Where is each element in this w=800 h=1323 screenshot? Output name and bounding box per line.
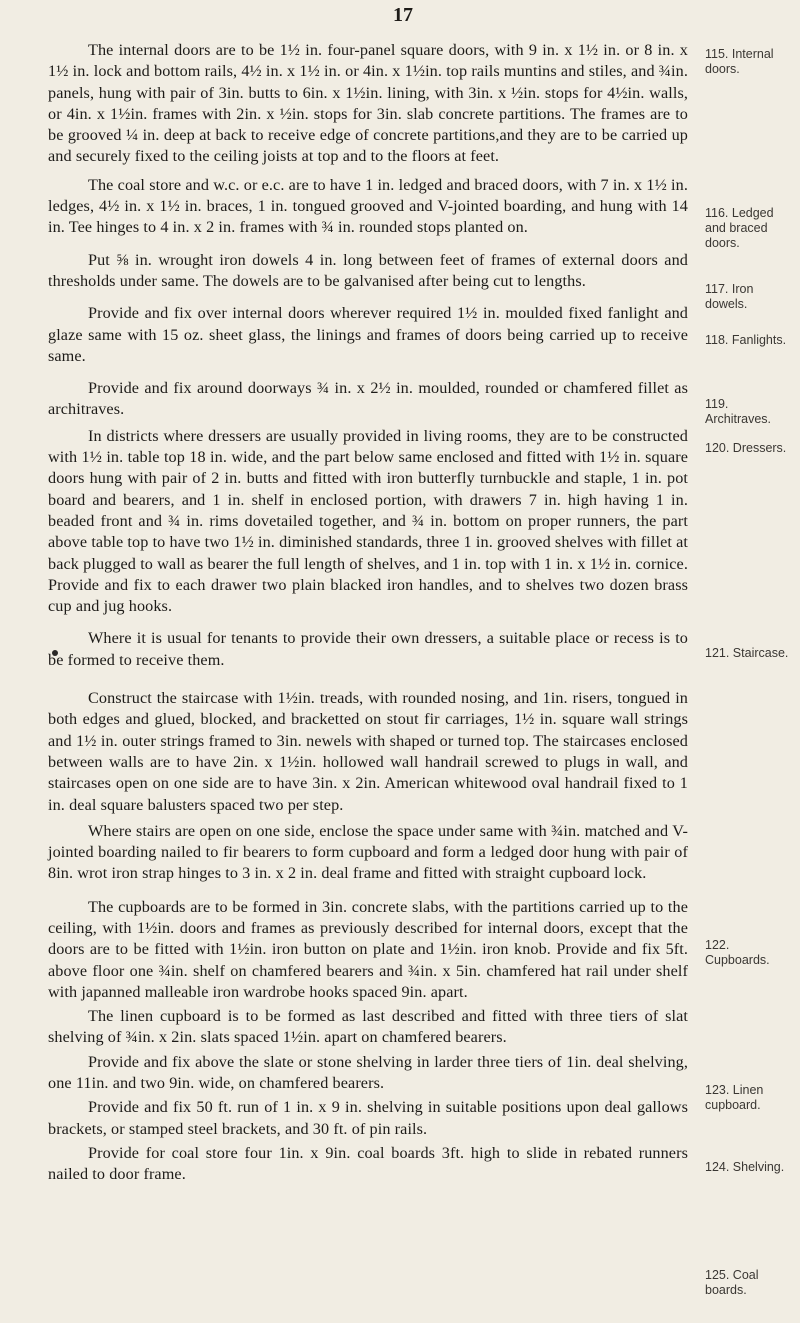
margin-note-shelving: 124. Shelving. — [705, 1160, 785, 1174]
margin-note-architraves: 119. Architraves. — [705, 397, 771, 426]
paragraph-dressers: In districts where dressers are usually provided in living rooms, they are to be constructed with 1½ in. table top 18 in. wide, and the part below same enclosed and fitted with 1½ in. square doors hung with pair of 2 in. butts and fitted with iron butterfly turnbuckle and staple, 1 in. pot board and bearers, and 1 in. shelf in enclosed portion, with drawers 7 in. high having 1 in. beaded front and ¾ in. rims dovetailed together, and ¾ in. bottom on proper runners, the part above table top to have two 1½ in. diminished standards, three 1 in. grooved shelves with fillet at back plugged to wall as bearer the full length of shelves, and 1 in. top with 1 in. x 1½ in. cornice. Provide and fix to each drawer two plain blacked iron handles, and to shelves two dozen brass cup and jug hooks. — [48, 426, 688, 616]
paragraph-fanlights: Provide and fix over internal doors wherever required 1½ in. moulded fixed fanlight and glaze same with 15 oz. sheet glass, the linings and frames of doors being carried up to receive same. — [48, 304, 688, 365]
margin-note-cupboards: 122. Cupboards. — [705, 938, 770, 967]
paragraph-cupboards: The cupboards are to be formed in 3in. concrete slabs, with the partitions carried up to the ceiling, with 1½in. doors and frames as previously described for internal doors, except that the doors are to be fitted with 1½in. iron button on plate and 1½in. iron knob. Provide and fix 5ft. above floor one ¾in. shelf on chamfered bearers and ¾in. x 5in. chamfered hat rail under shelf with japanned malleable iron wardrobe hooks spaced 9in. apart. — [48, 897, 688, 1001]
paragraph-larder-shelving: Provide and fix above the slate or stone shelving in larder three tiers of 1in. deal shelving, one 11in. and two 9in. wide, on chamfered bearers. — [48, 1052, 688, 1093]
paragraph-internal-doors: The internal doors are to be 1½ in. four-panel square doors, with 9 in. x 1½ in. or 8 in. x 1½ in. lock and bottom rails, 4½ in. x 1½ in. or 4in. x 1½in. top rails muntins and stiles, and ¾in. panels, hung with pair of 3in. butts to 6in. x 1½in. lining, with 3in. x ½in. stops for 4½in. walls, or 4in. x 1½in. frames with 2in. x ½in. stops for 3in. slab concrete partitions. The frames are to be grooved ¼ in. deep at back to receive edge of concrete partitions,and they are to be carried up and securely fixed to the ceiling joists at top and to the floors at feet. — [48, 41, 688, 166]
paragraph-under-stairs: Where stairs are open on one side, enclose the space under same with ¾in. matched and V-jointed boarding nailed to fir bearers to form cupboard and form a ledged door hung with pair of 8in. wrot iron strap hinges to 3 in. x 2 in. deal frame and fitted with straight cupboard lock. — [48, 821, 688, 883]
paragraph-shelving: Provide and fix 50 ft. run of 1 in. x 9 in. shelving in suitable positions upon deal gallows brackets, or stamped steel brackets, and 30 ft. of pin rails. — [48, 1098, 688, 1138]
paragraph-ledged-doors: The coal store and w.c. or e.c. are to have 1 in. ledged and braced doors, with 7 in. x 1½ in. ledges, 4½ in. x 1½ in. braces, 1 in. tongued grooved and V-jointed boarding, and hung with 14 in. Tee hinges to 4 in. x 2 in. frames with ¾ in. rounded stops planted on. — [48, 175, 688, 237]
page-number: 17 — [393, 4, 413, 26]
margin-note-iron-dowels: 117. Iron dowels. — [705, 282, 754, 311]
paragraph-coal-boards: Provide for coal store four 1in. x 9in. coal boards 3ft. high to slide in rebated runners nailed to door frame. — [48, 1143, 688, 1184]
paragraph-linen-cupboard: The linen cupboard is to be formed as last described and fitted with three tiers of slat shelving of ¾in. x 2in. slats spaced 1½in. apart on chamfered bearers. — [48, 1007, 688, 1047]
margin-note-linen-cupboard: 123. Linen cupboard. — [705, 1083, 764, 1112]
paragraph-staircase: Construct the staircase with 1½in. treads, with rounded nosing, and 1in. risers, tongued in both edges and glued, blocked, and bracketted on stout fir carriages, 1½ in. square wall strings and 1½ in. outer strings framed to 3in. newels with shaped or turned top. The staircases enclosed between walls are to have 2in. x 1½in. hollowed wall handrail screwed to plugs in wall, and staircases open on one side are to have 3in. x 2in. American whitewood oval handrail fixed to 1 in. deal square balusters spaced two per step. — [48, 689, 688, 814]
paragraph-architraves: Provide and fix around doorways ¾ in. x 2½ in. moulded, rounded or chamfered fillet as architraves. — [48, 379, 688, 419]
margin-note-coal-boards: 125. Coal boards. — [705, 1268, 759, 1297]
margin-note-fanlights: 118. Fanlights. — [705, 333, 787, 347]
margin-note-internal-doors: 115. Internal doors. — [705, 47, 774, 76]
paragraph-iron-dowels: Put ⅝ in. wrought iron dowels 4 in. long between feet of frames of external doors and thresholds under same. The dowels are to be galvanised after being cut to lengths. — [48, 250, 688, 290]
margin-note-ledged-doors: 116. Ledged and braced doors. — [705, 206, 774, 250]
margin-note-dressers: 120. Dressers. — [705, 441, 787, 455]
body-text — [48, 40, 688, 1186]
margin-note-staircase: 121. Staircase. — [705, 646, 789, 660]
paragraph-dresser-recess: Where it is usual for tenants to provide their own dressers, a suitable place or recess is to be formed to receive them. — [48, 629, 688, 669]
